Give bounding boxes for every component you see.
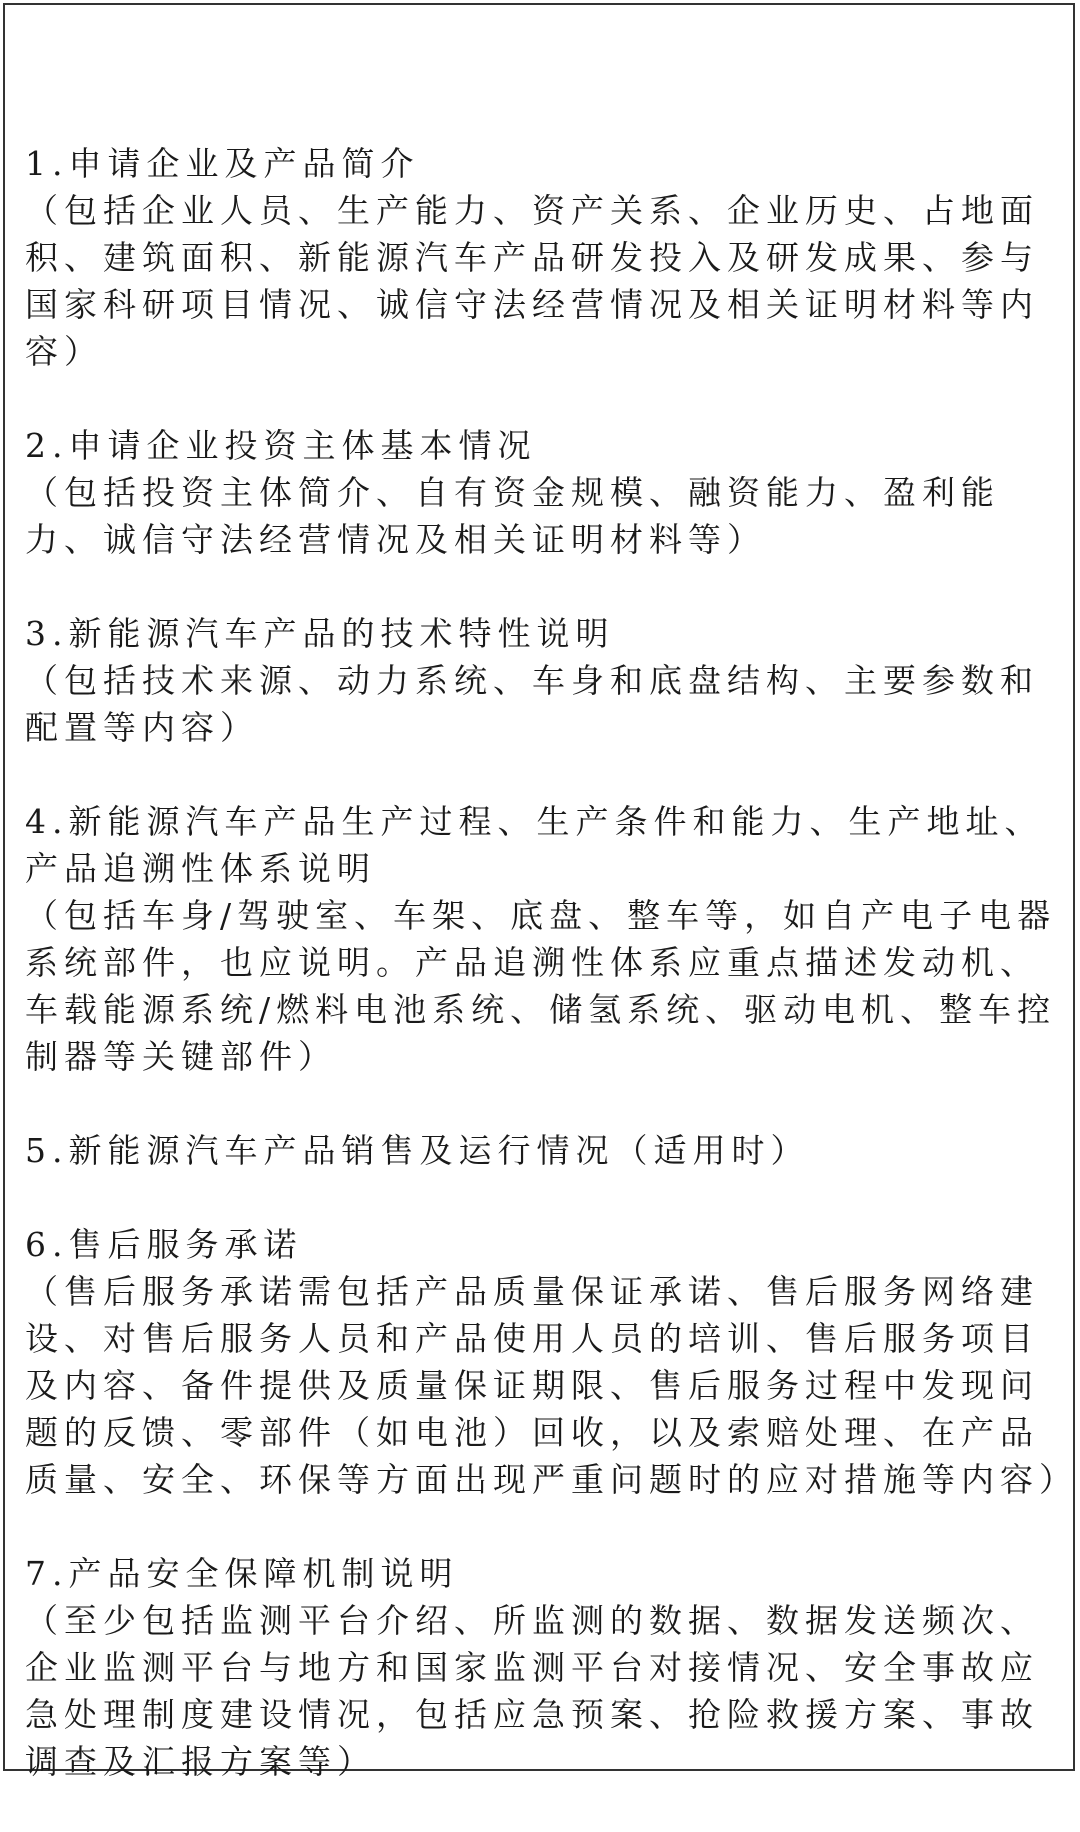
section-1 — [25, 140, 1065, 375]
section-title: 6.售后服务承诺 — [25, 1225, 303, 1264]
document-content — [25, 140, 1078, 1832]
section-title: 5.新能源汽车产品销售及运行情况（适用时） — [25, 1131, 810, 1170]
section-description: （售后服务承诺需包括产品质量保证承诺、售后服务网络建设、对售后服务人员和产品使用人员的培训、售后服务项目及内容、备件提供及质量保证期限、售后服务过程中发现问题的反馈、零部件（如电池）回收，以及索赔处理、在产品质量、安全、环保等方面出现严重问题时的应对措施等内容） — [25, 1272, 1078, 1499]
section-5 — [25, 1127, 1065, 1174]
section-2 — [25, 422, 1065, 563]
section-title: 2.申请企业投资主体基本情况 — [25, 426, 537, 465]
section-description: （包括技术来源、动力系统、车身和底盘结构、主要参数和配置等内容） — [25, 661, 1039, 747]
section-4 — [25, 798, 1065, 1080]
section-title: 3.新能源汽车产品的技术特性说明 — [25, 614, 615, 653]
section-7 — [25, 1550, 1065, 1785]
section-description: （包括车身/驾驶室、车架、底盘、整车等，如自产电子电器系统部件，也应说明。产品追溯性体系应重点描述发动机、车载能源系统/燃料电池系统、储氢系统、驱动电机、整车控制器等关键部件） — [25, 896, 1057, 1076]
document-page — [3, 3, 1078, 1781]
section-description: （包括企业人员、生产能力、资产关系、企业历史、占地面积、建筑面积、新能源汽车产品研发投入及研发成果、参与国家科研项目情况、诚信守法经营情况及相关证明材料等内容） — [25, 191, 1039, 371]
section-6 — [25, 1221, 1078, 1503]
section-title: 1.申请企业及产品简介 — [25, 144, 420, 183]
section-description: （至少包括监测平台介绍、所监测的数据、数据发送频次、企业监测平台与地方和国家监测平台对接情况、安全事故应急处理制度建设情况，包括应急预案、抢险救援方案、事故调查及汇报方案等） — [25, 1601, 1039, 1781]
section-title: 4.新能源汽车产品生产过程、生产条件和能力、生产地址、产品追溯性体系说明 — [25, 802, 1044, 888]
section-title: 7.产品安全保障机制说明 — [25, 1554, 459, 1593]
section-3 — [25, 610, 1065, 751]
section-description: （包括投资主体简介、自有资金规模、融资能力、盈利能力、诚信守法经营情况及相关证明材料等） — [25, 473, 1000, 559]
